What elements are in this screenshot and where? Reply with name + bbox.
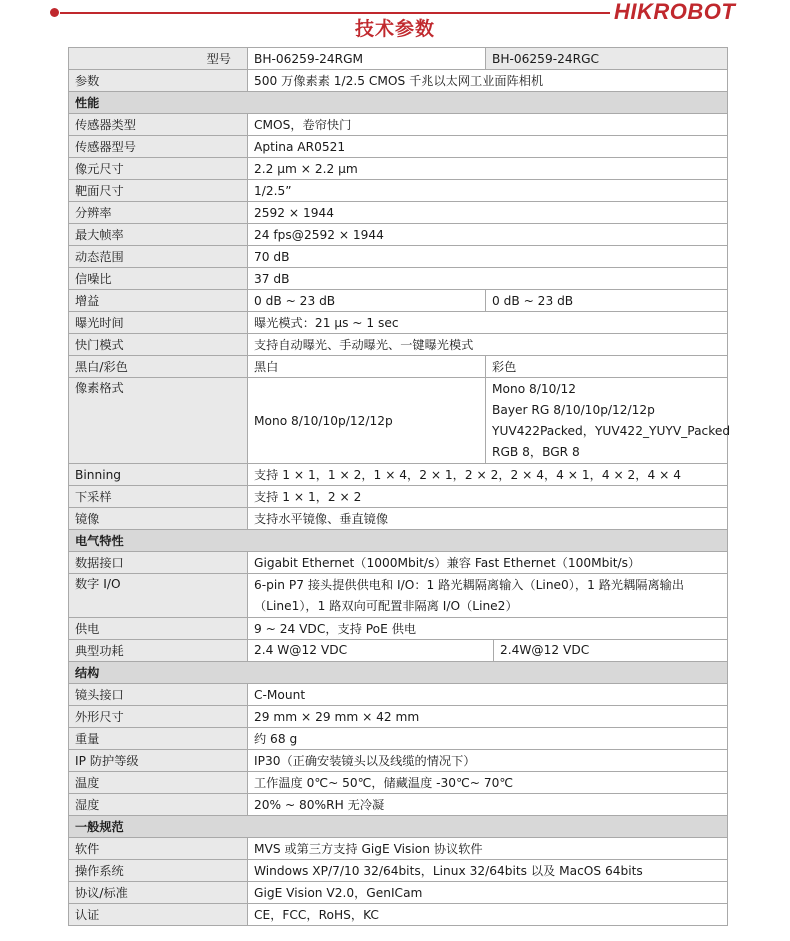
row-label: 镜头接口 xyxy=(69,684,248,706)
row-label: 认证 xyxy=(69,904,248,926)
section-header xyxy=(69,530,728,552)
table-row xyxy=(69,268,728,290)
table-row xyxy=(69,180,728,202)
table-row xyxy=(69,508,728,530)
table-row xyxy=(69,224,728,246)
row-label: 下采样 xyxy=(69,486,248,508)
table-row xyxy=(69,838,728,860)
row-value: 9 ~ 24 VDC，支持 PoE 供电 xyxy=(248,618,728,640)
table-row xyxy=(69,882,728,904)
section-title: 结构 xyxy=(69,662,728,684)
section-header xyxy=(69,816,728,838)
table-row xyxy=(69,114,728,136)
pixel-format-line: YUV422Packed，YUV422_YUYV_Packed xyxy=(492,423,731,438)
table-row xyxy=(69,378,728,464)
table-row xyxy=(69,618,728,640)
table-row xyxy=(69,312,728,334)
row-value: 工作温度 0℃~ 50℃，储藏温度 -30℃~ 70℃ xyxy=(248,772,728,794)
row-label: 外形尺寸 xyxy=(69,706,248,728)
row-value: 2.4W@12 VDC xyxy=(500,643,590,657)
section-title: 电气特性 xyxy=(69,530,728,552)
table-row xyxy=(69,464,728,486)
row-value: 2592 × 1944 xyxy=(248,202,728,224)
row-value: Aptina AR0521 xyxy=(248,136,728,158)
row-value: CMOS，卷帘快门 xyxy=(248,114,728,136)
table-row xyxy=(69,706,728,728)
row-label: 分辨率 xyxy=(69,202,248,224)
row-value: 2.2 μm × 2.2 μm xyxy=(248,158,728,180)
row-label: 快门模式 xyxy=(69,334,248,356)
row-label: 操作系统 xyxy=(69,860,248,882)
table-row xyxy=(69,202,728,224)
row-value: 支持水平镜像、垂直镜像 xyxy=(248,508,728,530)
row-value: 彩色 xyxy=(486,356,728,378)
pixel-format-line: Mono 8/10/12 xyxy=(492,381,577,396)
row-value: MVS 或第三方支持 GigE Vision 协议软件 xyxy=(248,838,728,860)
row-label: 动态范围 xyxy=(69,246,248,268)
row-label: 像素格式 xyxy=(69,378,248,464)
row-label: 黑白/彩色 xyxy=(69,356,248,378)
section-header xyxy=(69,662,728,684)
table-row xyxy=(69,136,728,158)
table-row xyxy=(69,860,728,882)
table-row xyxy=(69,904,728,926)
spec-table xyxy=(68,47,731,926)
row-value: 曝光模式：21 μs ~ 1 sec xyxy=(248,312,728,334)
model-2: BH-06259-24RGC xyxy=(486,48,728,70)
row-value-split xyxy=(248,640,728,662)
table-row xyxy=(69,750,728,772)
row-value: 24 fps@2592 × 1944 xyxy=(248,224,728,246)
table-row xyxy=(69,552,728,574)
row-label: 湿度 xyxy=(69,794,248,816)
pixel-format-line: RGB 8，BGR 8 xyxy=(492,444,580,459)
row-label: 像元尺寸 xyxy=(69,158,248,180)
row-value: IP30（正确安装镜头以及线缆的情况下） xyxy=(248,750,728,772)
row-label: 传感器型号 xyxy=(69,136,248,158)
section-header xyxy=(69,92,728,114)
row-value: 1/2.5” xyxy=(248,180,728,202)
row-value: 支持 1 × 1，2 × 2 xyxy=(248,486,728,508)
table-row xyxy=(69,684,728,706)
row-label: 传感器类型 xyxy=(69,114,248,136)
row-value: 支持 1 × 1，1 × 2，1 × 4，2 × 1，2 × 2，2 × 4，4 × 1，4 × 2，4 × 4 xyxy=(248,464,728,486)
table-row xyxy=(69,356,728,378)
table-row xyxy=(69,246,728,268)
table-row xyxy=(69,158,728,180)
section-title: 性能 xyxy=(69,92,728,114)
row-value: 70 dB xyxy=(248,246,728,268)
row-value: 37 dB xyxy=(248,268,728,290)
row-value: Gigabit Ethernet（1000Mbit/s）兼容 Fast Ethernet（100Mbit/s） xyxy=(248,552,728,574)
page-title: 技术参数 xyxy=(354,18,435,40)
row-value: 黑白 xyxy=(248,356,486,378)
row-value: 0 dB ~ 23 dB xyxy=(486,290,728,312)
table-row xyxy=(69,728,728,750)
row-label: 温度 xyxy=(69,772,248,794)
table-row xyxy=(69,794,728,816)
row-value: 2.4 W@12 VDC xyxy=(248,640,494,661)
row-label: 曝光时间 xyxy=(69,312,248,334)
table-row xyxy=(69,486,728,508)
row-value: GigE Vision V2.0，GenICam xyxy=(248,882,728,904)
hikrobot-logo: HIKROBOT xyxy=(614,0,736,24)
table-row xyxy=(69,334,728,356)
param-value: 500 万像素素 1/2.5 CMOS 千兆以太网工业面阵相机 xyxy=(248,70,728,92)
row-label: 重量 xyxy=(69,728,248,750)
row-label: 协议/标准 xyxy=(69,882,248,904)
row-value-multiline xyxy=(248,574,728,618)
row-value: 支持自动曝光、手动曝光、一键曝光模式 xyxy=(248,334,728,356)
pixel-format-line: Bayer RG 8/10/10p/12/12p xyxy=(492,402,655,417)
param-label: 参数 xyxy=(69,70,248,92)
row-label: Binning xyxy=(69,464,248,486)
table-row xyxy=(69,640,728,662)
table-row xyxy=(69,290,728,312)
row-value: Windows XP/7/10 32/64bits，Linux 32/64bits 以及 MacOS 64bits xyxy=(248,860,728,882)
row-value: 20% ~ 80%RH 无冷凝 xyxy=(248,794,728,816)
row-label: 软件 xyxy=(69,838,248,860)
section-title: 一般规范 xyxy=(69,816,728,838)
digital-io-line: （Line1），1 路双向可配置非隔离 I/O（Line2） xyxy=(254,598,518,613)
row-label: 增益 xyxy=(69,290,248,312)
row-label: 最大帧率 xyxy=(69,224,248,246)
table-row xyxy=(69,772,728,794)
row-label: 供电 xyxy=(69,618,248,640)
model-label: 型号 xyxy=(69,48,248,70)
row-value: 约 68 g xyxy=(248,728,728,750)
row-value: 0 dB ~ 23 dB xyxy=(248,290,486,312)
row-label: 靶面尺寸 xyxy=(69,180,248,202)
table-row xyxy=(69,70,728,92)
row-label: 数据接口 xyxy=(69,552,248,574)
row-value-multiline xyxy=(486,378,731,464)
row-value: C-Mount xyxy=(248,684,728,706)
row-value: 29 mm × 29 mm × 42 mm xyxy=(248,706,728,728)
table-row xyxy=(69,48,728,70)
table-row xyxy=(69,574,728,618)
row-value: CE，FCC，RoHS，KC xyxy=(248,904,728,926)
row-value: Mono 8/10/10p/12/12p xyxy=(248,378,486,464)
digital-io-line: 6-pin P7 接头提供供电和 I/O：1 路光耦隔离输入（Line0），1 路光耦隔离输出 xyxy=(254,577,685,592)
row-label: 信噪比 xyxy=(69,268,248,290)
row-label: 镜像 xyxy=(69,508,248,530)
row-label: 数字 I/O xyxy=(69,574,248,618)
row-label: 典型功耗 xyxy=(69,640,248,662)
row-label: IP 防护等级 xyxy=(69,750,248,772)
model-1: BH-06259-24RGM xyxy=(248,48,486,70)
